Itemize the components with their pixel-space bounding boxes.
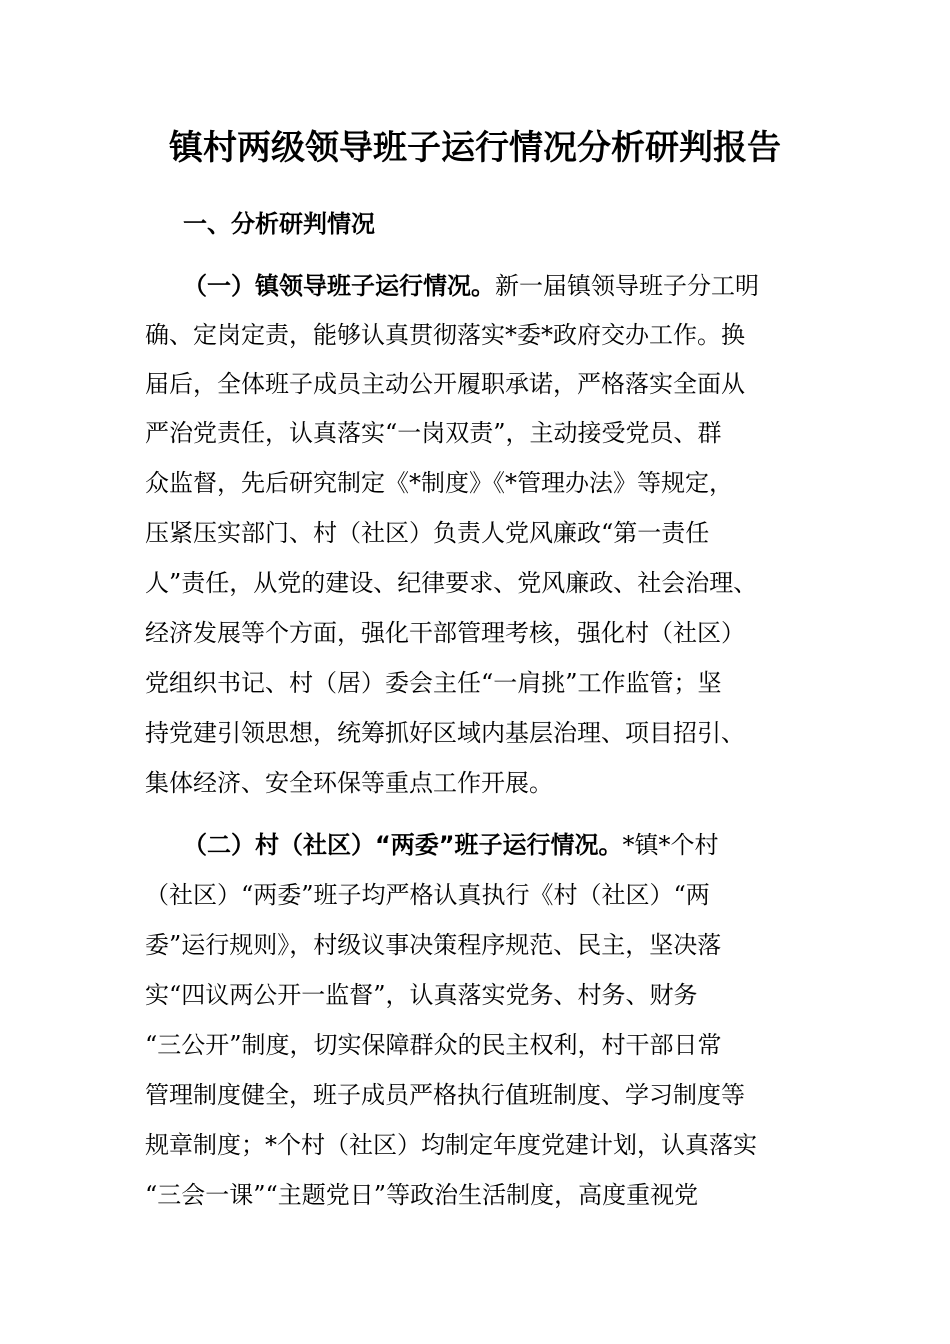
paragraph-line: 届后，全体班子成员主动公开履职承诺，严格落实全面从 <box>145 370 745 398</box>
paragraph-line: 规章制度；*个村（社区）均制定年度党建计划，认真落实 <box>145 1131 757 1159</box>
paragraph-lead: （一）镇领导班子运行情况。 <box>183 272 495 300</box>
paragraph-line: 众监督，先后研究制定《*制度》《*管理办法》等规定， <box>145 469 733 497</box>
paragraph-line: 实“四议两公开一监督”，认真落实党务、村务、财务 <box>145 981 698 1009</box>
paragraph-lead: （二）村（社区）“两委”班子运行情况。 <box>183 831 623 859</box>
paragraph-line: （社区）“两委”班子均严格认真执行《村（社区）“两 <box>145 881 710 909</box>
paragraph-line: 人”责任，从党的建设、纪律要求、党风廉政、社会治理、 <box>145 569 758 597</box>
paragraph-line: 经济发展等个方面，强化干部管理考核，强化村（社区） <box>145 619 745 647</box>
paragraph-line: 严治党责任，认真落实“一岗双责”，主动接受党员、群 <box>145 419 722 447</box>
paragraph-line <box>183 271 759 301</box>
section-heading: 一、分析研判情况 <box>183 210 375 238</box>
document-title: 镇村两级领导班子运行情况分析研判报告 <box>169 128 781 168</box>
paragraph-text: *镇*个村 <box>622 831 719 859</box>
paragraph-line: “三会一课”“主题党日”等政治生活制度，高度重视党 <box>145 1181 699 1209</box>
paragraph-line: 持党建引领思想，统筹抓好区域内基层治理、项目招引、 <box>145 719 745 747</box>
paragraph-line: 党组织书记、村（居）委会主任“一肩挑”工作监管；坚 <box>145 669 722 697</box>
paragraph-line <box>183 830 719 860</box>
paragraph-line: 压紧压实部门、村（社区）负责人党风廉政“第一责任 <box>145 519 710 547</box>
paragraph-text: 新一届镇领导班子分工明 <box>495 272 759 300</box>
paragraph-line: “三公开”制度，切实保障群众的民主权利，村干部日常 <box>145 1031 722 1059</box>
paragraph-line: 集体经济、安全环保等重点工作开展。 <box>145 769 553 797</box>
paragraph-line: 委”运行规则》，村级议事决策程序规范、民主，坚决落 <box>145 931 722 959</box>
paragraph-line: 管理制度健全，班子成员严格执行值班制度、学习制度等 <box>145 1081 745 1109</box>
paragraph-line: 确、定岗定责，能够认真贯彻落实*委*政府交办工作。换 <box>145 321 745 349</box>
